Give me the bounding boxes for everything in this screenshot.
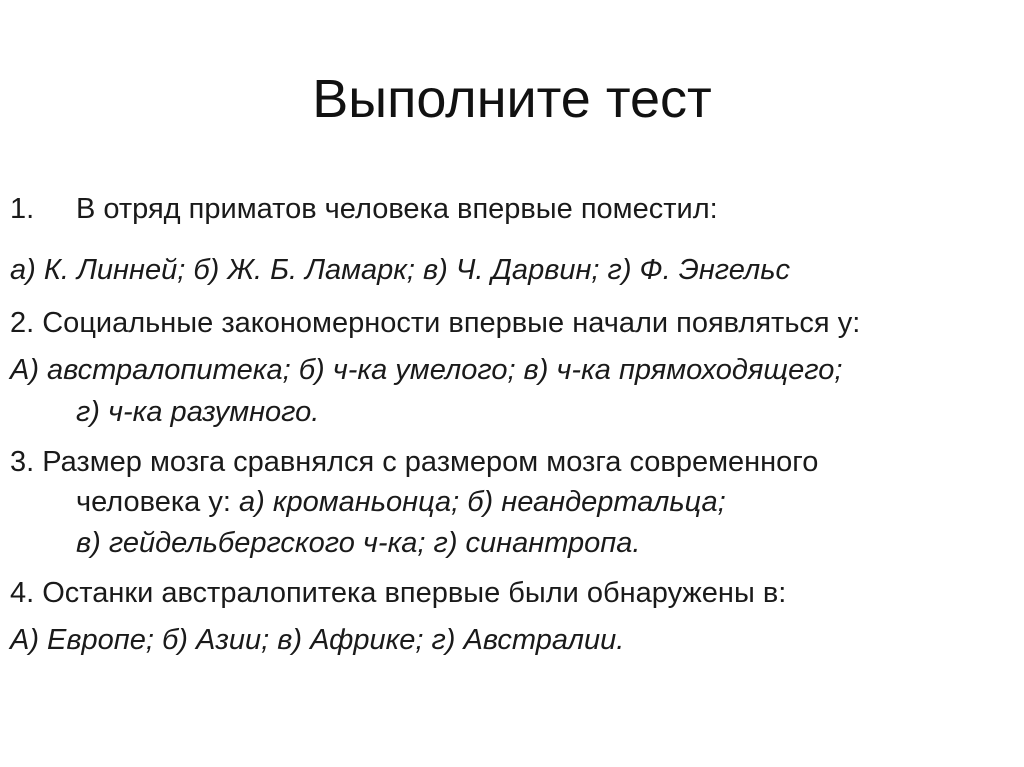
question-3-answers-line-3: в) гейдельбергского ч-ка; г) синантропа. bbox=[76, 527, 641, 559]
question-3-text-line-1: 3. Размер мозга сравнялся с размером мозга современного bbox=[10, 446, 819, 478]
question-2-answers-line-1: А) австралопитека; б) ч-ка умелого; в) ч-ка прямоходящего; bbox=[10, 354, 843, 386]
question-1 bbox=[10, 191, 718, 227]
question-4-text: 4. Останки австралопитека впервые были обнаружены в: bbox=[10, 577, 787, 609]
question-1-answers: а) К. Линней; б) Ж. Б. Ламарк; в) Ч. Дарвин; г) Ф. Энгельс bbox=[10, 254, 791, 286]
question-4-answers: А) Европе; б) Азии; в) Африке; г) Австралии. bbox=[10, 624, 625, 656]
question-3-line-2 bbox=[76, 484, 726, 520]
question-2-text: 2. Социальные закономерности впервые начали появляться у: bbox=[10, 307, 861, 339]
question-1-number: 1. bbox=[10, 193, 35, 225]
question-3-answers-line-2: а) кроманьонца; б) неандертальца; bbox=[238, 486, 726, 518]
slide-title: Выполните тест bbox=[312, 69, 712, 129]
question-3-text-line-2: человека у: bbox=[76, 486, 239, 518]
question-2-answers-line-2: г) ч-ка разумного. bbox=[76, 396, 320, 428]
question-1-text: В отряд приматов человека впервые поместил: bbox=[76, 193, 718, 225]
